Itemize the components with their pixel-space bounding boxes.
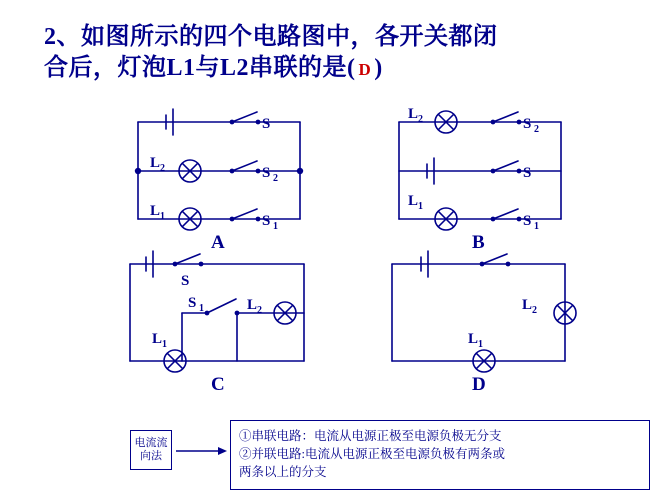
question-line-2-prefix: 合后，灯泡L1与L2串联的是( [44,55,356,81]
method-item-2-cont: 两条以上的分支 [239,465,327,479]
switch-a-s2-label: S [262,165,271,181]
switch-c-s-label: S [181,273,190,289]
lamp-d-l1-label: L [468,331,479,347]
circuit-c-label: C [211,374,225,395]
circuit-b [399,106,561,253]
switch-b-s2-sub: 2 [534,124,539,135]
lamp-a-l1-label: L [150,203,161,219]
method-item-2-title: 并联电路: [251,447,305,461]
switch-b-s2-label: S [523,116,532,132]
lamp-d-l2-sub: 2 [532,305,537,316]
switch-a-s-label: S [262,116,271,132]
lamp-c-l2-label: L [247,297,258,313]
lamp-b-l1-label: L [408,193,419,209]
method-item-1-title: 串联电路： [251,429,315,443]
switch-c-s1-sub: 1 [199,303,204,314]
lamp-b-l2-sub: 2 [418,114,423,125]
method-item-1-num: ① [239,429,252,443]
switch-b-s1-sub: 1 [534,221,539,232]
method-box [130,430,172,470]
switch-b-s1-label: S [523,213,532,229]
lamp-c-l1-label: L [152,331,163,347]
switch-a-s1-label: S [262,213,271,229]
method-box-line-1: 电流流 [134,437,168,449]
lamp-a-l2-label: L [150,155,161,171]
method-box-line-2: 向法 [140,450,162,462]
switch-b-s-label: S [523,165,532,181]
circuit-d [392,251,576,395]
junction-a-right [297,168,303,174]
method-item-1-text: 电流从电源正极至电源负极无分支 [314,429,502,443]
lamp-c-l1-sub: 1 [162,339,167,350]
question-text [44,22,634,85]
method-panel [230,420,650,490]
circuit-d-label: D [472,374,486,395]
method-item-2-text: 电流从电源正极至电源负极有两条或 [305,447,506,461]
junction-a-left [135,168,141,174]
circuit-diagrams [0,95,667,415]
question-line-2 [44,53,634,85]
lamp-a-l2-sub: 2 [160,163,165,174]
arrow-icon [176,446,228,456]
circuit-a [135,109,303,253]
method-item-2-num: ② [239,447,252,461]
lamp-b-l2-label: L [408,106,419,122]
question-line-1: 2、如图所示的四个电路图中，各开关都闭 [44,24,498,50]
lamp-c-l2-sub: 2 [257,305,262,316]
method-item-2 [239,445,641,463]
lamp-a-l1-sub: 1 [160,211,165,222]
question-line-2-suffix: ) [374,55,383,81]
circuit-c [130,251,304,395]
method-item-1 [239,427,641,445]
footer-note [130,420,650,490]
lamp-d-l1-sub: 1 [478,339,483,350]
circuit-b-label: B [472,232,485,253]
switch-a-s1-sub: 1 [273,221,278,232]
lamp-b-l1-sub: 1 [418,201,423,212]
lamp-d-l2-label: L [522,297,533,313]
circuit-a-label: A [211,232,225,253]
switch-c-s1-label: S [188,295,197,311]
switch-a-s2-sub: 2 [273,173,278,184]
answer-value: D [358,60,372,79]
